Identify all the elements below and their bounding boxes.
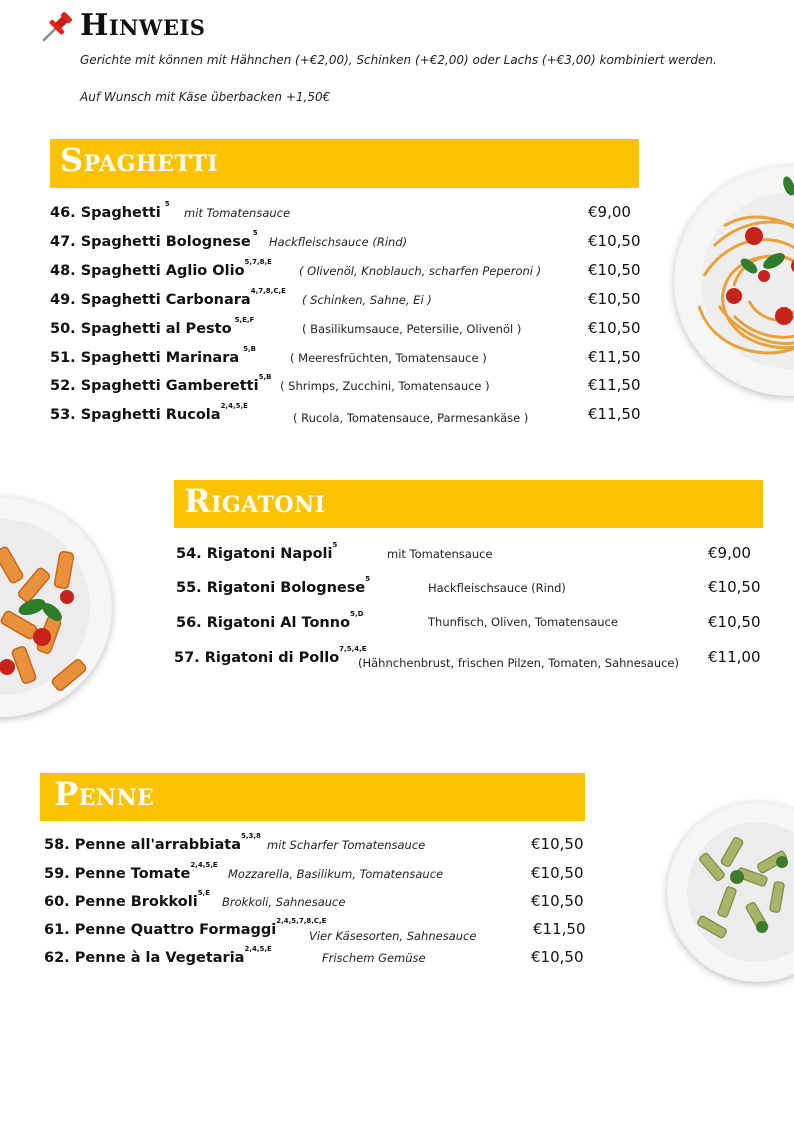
menu-item-58 <box>44 834 261 853</box>
item-price: €10,50 <box>531 864 584 882</box>
item-price: €11,50 <box>588 405 641 423</box>
item-price: €10,50 <box>708 613 761 631</box>
item-name: 50. Spaghetti al Pesto$^{5,E,F}$ <box>50 316 255 337</box>
item-name: 59. Penne Tomate$^{2,4,5,E}$ <box>44 861 218 882</box>
item-price: €10,50 <box>588 290 641 308</box>
item-description: ( Shrimps, Zucchini, Tomatensauce ) <box>280 379 490 393</box>
menu-item-60 <box>44 891 210 910</box>
item-name: 46. Spaghetti$^5$ <box>50 200 170 221</box>
item-description: Frischem Gemüse <box>322 951 426 965</box>
item-description: mit Tomatensauce <box>184 206 291 220</box>
item-price: €10,50 <box>531 892 584 910</box>
hinweis-note-cheese: Auf Wunsch mit Käse überbacken +1,50€ <box>80 90 331 104</box>
item-name: 53. Spaghetti Rucola$^{2,4,5,E}$ <box>50 402 248 423</box>
menu-item-62 <box>44 947 272 966</box>
menu-item-54 <box>176 543 337 562</box>
menu-item-53 <box>50 404 248 423</box>
menu-item-57 <box>174 647 367 666</box>
item-description: ( Meeresfrüchten, Tomatensauce ) <box>290 351 487 365</box>
item-name: 57. Rigatoni di Pollo$^{7,5,4,E}$ <box>174 645 367 666</box>
menu-item-47 <box>50 231 258 250</box>
item-name: 47. Spaghetti Bolognese$^5$ <box>50 229 258 250</box>
penne-header <box>40 773 585 821</box>
menu-item-48 <box>50 260 272 279</box>
item-name: 48. Spaghetti Aglio Olio$^{5,7,8,E}$ <box>50 258 272 279</box>
menu-item-46 <box>50 202 170 221</box>
item-description: mit Scharfer Tomatensauce <box>267 838 426 852</box>
item-price: €10,50 <box>588 232 641 250</box>
item-description: ( Basilikumsauce, Petersilie, Olivenöl ) <box>302 322 522 336</box>
item-description: Hackfleischsauce (Rind) <box>428 581 566 595</box>
item-name: 55. Rigatoni Bolognese$^5$ <box>176 575 371 596</box>
spaghetti-title: Spaghetti <box>60 141 219 179</box>
menu-item-59 <box>44 863 218 882</box>
rigatoni-plate-image <box>0 497 112 717</box>
menu-item-51 <box>50 347 256 366</box>
item-description: Mozzarella, Basilikum, Tomatensauce <box>228 867 444 881</box>
item-price: €10,50 <box>531 948 584 966</box>
item-name: 51. Spaghetti Marinara$^{5,B}$ <box>50 345 257 366</box>
item-price: €11,50 <box>588 348 641 366</box>
item-price: €9,00 <box>708 544 751 562</box>
item-description: Hackfleischsauce (Rind) <box>269 235 408 249</box>
item-price: €10,50 <box>588 261 641 279</box>
menu-item-49 <box>50 289 286 308</box>
rigatoni-title: Rigatoni <box>184 482 326 520</box>
item-description: (Hähnchenbrust, frischen Pilzen, Tomaten, Sahnesauce) <box>358 656 679 670</box>
item-description: ( Schinken, Sahne, Ei ) <box>302 293 432 307</box>
menu-item-61 <box>44 919 326 938</box>
item-description: Thunfisch, Oliven, Tomatensauce <box>428 615 618 629</box>
spaghetti-header <box>50 139 639 188</box>
menu-item-50 <box>50 318 254 337</box>
item-name: 58. Penne all'arrabbiata$^{5,3,8}$ <box>44 832 261 853</box>
item-price: €9,00 <box>588 203 631 221</box>
item-price: €11,50 <box>588 376 641 394</box>
pushpin-icon <box>40 10 74 44</box>
item-price: €10,50 <box>588 319 641 337</box>
menu-item-55 <box>176 577 370 596</box>
item-price: €11,00 <box>708 648 761 666</box>
item-name: 54. Rigatoni Napoli$^5$ <box>176 541 338 562</box>
item-price: €11,50 <box>533 920 586 938</box>
item-name: 60. Penne Brokkoli$^{5,E}$ <box>44 889 210 910</box>
item-name: 52. Spaghetti Gamberetti$^{5,B}$ <box>50 373 272 394</box>
item-price: €10,50 <box>708 578 761 596</box>
penne-plate-image <box>667 802 794 982</box>
item-name: 56. Rigatoni Al Tonno$^{5,D}$ <box>176 610 364 631</box>
item-description: mit Tomatensauce <box>387 547 493 561</box>
penne-title: Penne <box>54 775 155 813</box>
item-name: 62. Penne à la Vegetaria$^{2,4,5,E}$ <box>44 945 272 966</box>
menu-item-56 <box>176 612 363 631</box>
spaghetti-plate-image <box>674 166 794 396</box>
item-name: 61. Penne Quattro Formaggi$^{2,4,5,7,8,C,E}$ <box>44 917 327 938</box>
item-description: ( Olivenöl, Knoblauch, scharfen Peperoni ) <box>299 264 542 278</box>
item-description: Brokkoli, Sahnesauce <box>222 895 346 909</box>
hinweis-title: Hinweis <box>80 8 206 43</box>
hinweis-note-extras: Gerichte mit können mit Hähnchen (+€2,00), Schinken (+€2,00) oder Lachs (+€3,00) kombiniert werden. <box>80 53 717 67</box>
menu-item-52 <box>50 375 271 394</box>
item-description: ( Rucola, Tomatensauce, Parmesankäse ) <box>293 411 529 425</box>
item-price: €10,50 <box>531 835 584 853</box>
item-description: Vier Käsesorten, Sahnesauce <box>309 929 477 943</box>
item-name: 49. Spaghetti Carbonara$^{4,7,8,C,E}$ <box>50 287 286 308</box>
rigatoni-header <box>174 480 763 528</box>
